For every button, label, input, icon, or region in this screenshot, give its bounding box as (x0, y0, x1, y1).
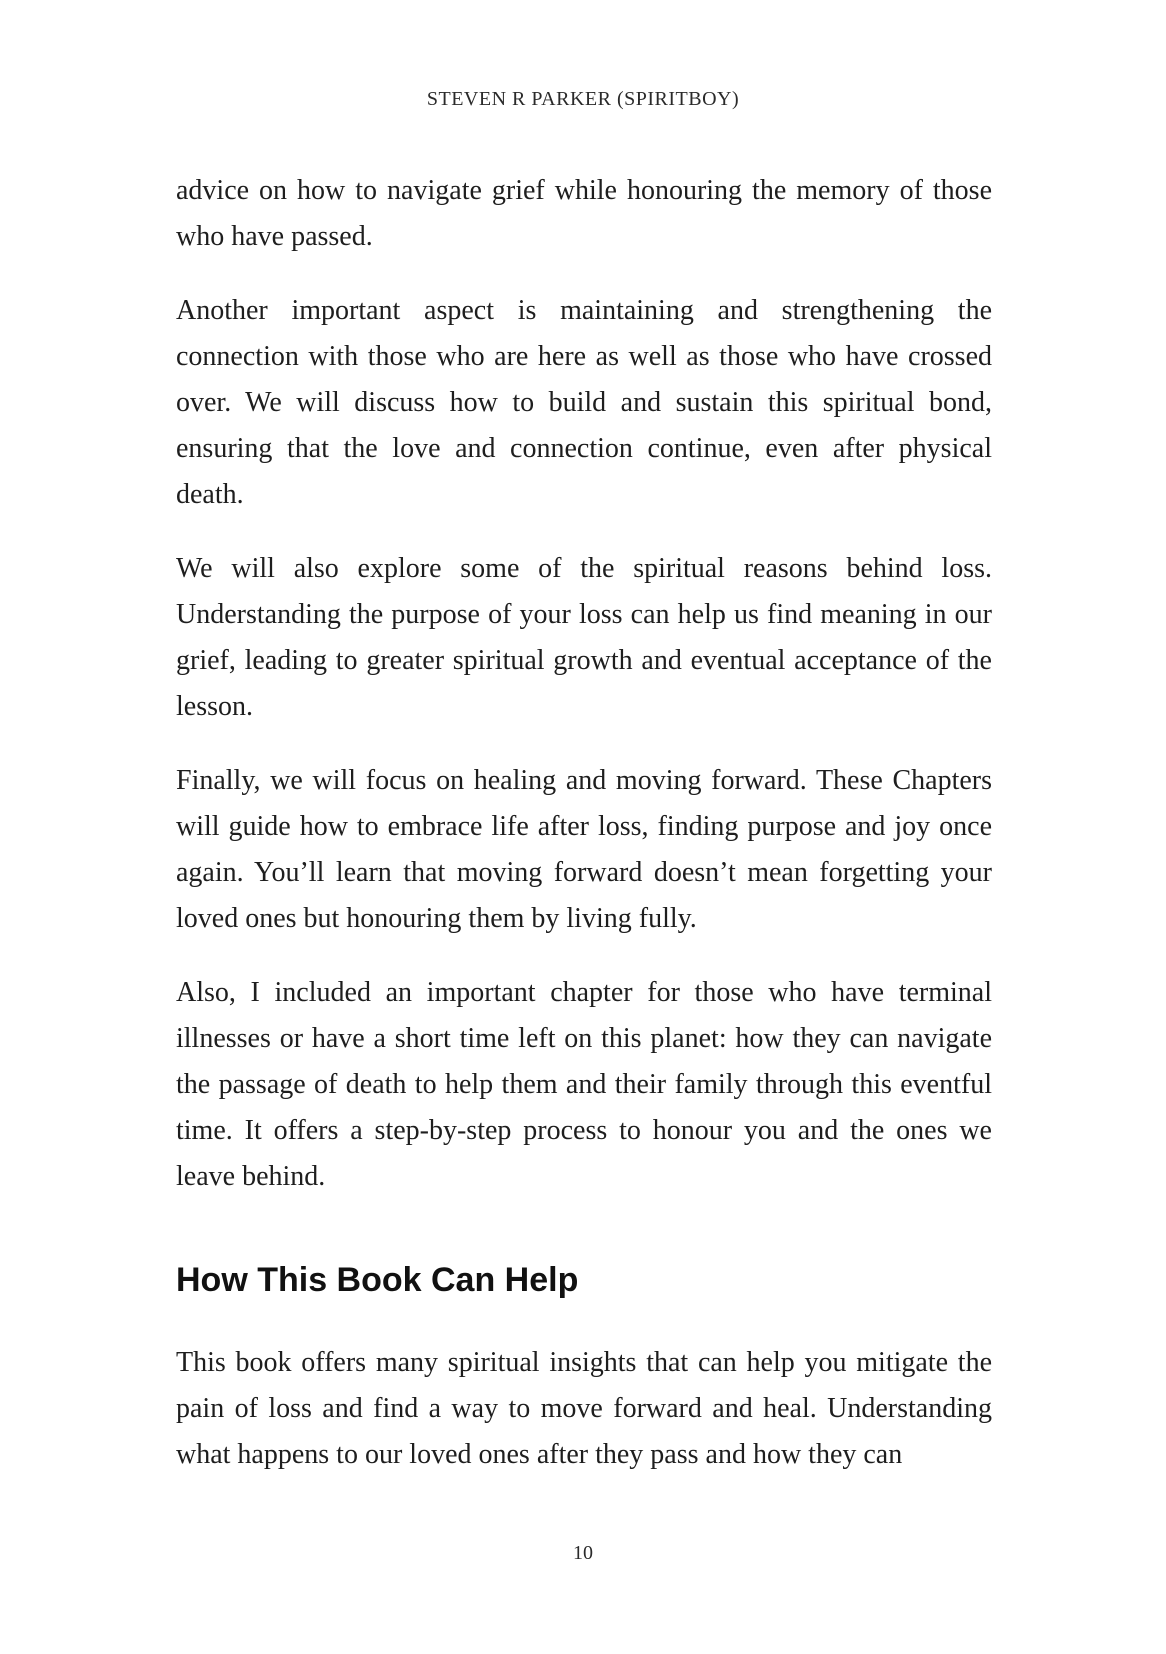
section-paragraph: This book offers many spiritual insights that can help you mitigate the pain of loss and find a way to move forward and heal. Understanding what happens to our loved ones after they pass and how they can (176, 1347, 992, 1470)
running-header: STEVEN R PARKER (SPIRITBOY) (426, 88, 740, 110)
body-paragraph: Finally, we will focus on healing and moving forward. These Chapters will guide how to embrace life after loss, finding purpose and joy once again. You’ll learn that moving forward doesn’t mean forgetting your loved ones but honouring them by living fully. (176, 765, 992, 934)
page-number: 10 (573, 1542, 593, 1564)
page-body (176, 168, 992, 1506)
body-paragraph: Another important aspect is maintaining and strengthening the connection with those who are here as well as those who have crossed over. We will discuss how to build and sustain this spiritual bond, ensuring that the love and connection continue, even after physical death. (176, 295, 992, 510)
body-paragraph: advice on how to navigate grief while honouring the memory of those who have passed. (176, 175, 992, 252)
body-paragraph: We will also explore some of the spiritual reasons behind loss. Understanding the purpose of your loss can help us find meaning in our grief, leading to greater spiritual growth and eventual acceptance of the lesson. (176, 553, 992, 722)
section-heading: How This Book Can Help (176, 1261, 579, 1299)
body-paragraph: Also, I included an important chapter for those who have terminal illnesses or have a short time left on this planet: how they can navigate the passage of death to help them and their family through this eventful time. It offers a step-by-step process to honour you and the ones we leave behind. (176, 977, 992, 1192)
